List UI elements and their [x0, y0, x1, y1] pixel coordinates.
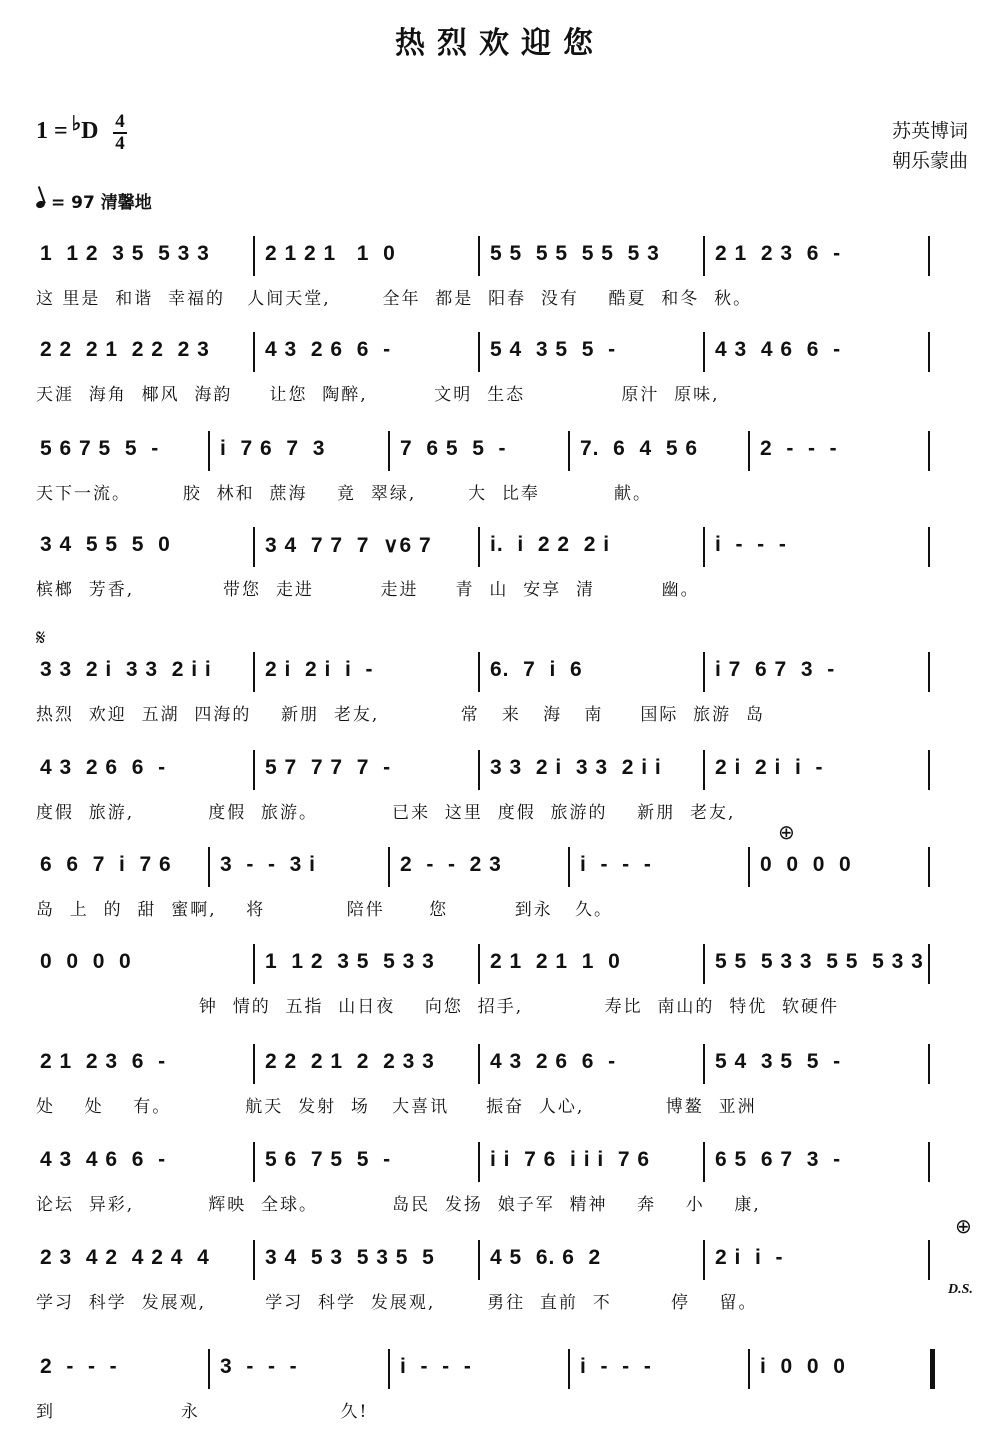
- measure: 3 4 5 3 5 3 5 5: [265, 1246, 435, 1269]
- measure: 2 1 2 3 6 -: [715, 242, 842, 265]
- bar-line: [703, 527, 705, 567]
- bar-line: [478, 1142, 480, 1182]
- measure: 2 i i -: [715, 1246, 784, 1269]
- bar-line: [388, 431, 390, 471]
- measure: 2 2 2 1 2 2 2 3: [40, 338, 210, 361]
- lyrics-line: 论坛 异彩, 辉映 全球。 岛民 发扬 娘子军 精神 奔 小 康,: [36, 1195, 761, 1215]
- measure: 3 - - 3 i: [220, 853, 317, 876]
- measure: 2 1 2 1 1 0: [490, 950, 621, 973]
- bar-line: [928, 1044, 930, 1084]
- bar-line: [568, 847, 570, 887]
- notation-line: [36, 843, 971, 893]
- lyrics-line: 热烈 欢迎 五湖 四海的 新朋 老友, 常 来 海 南 国际 旅游 岛: [36, 705, 765, 725]
- time-top: 4: [115, 111, 125, 132]
- bar-line: [703, 1044, 705, 1084]
- bar-line: [928, 332, 930, 372]
- lyrics-line: 天涯 海角 椰风 海韵 让您 陶醉, 文明 生态 原汁 原味,: [36, 385, 720, 405]
- bar-line: [388, 1349, 390, 1389]
- notation-line: [36, 232, 971, 282]
- measure: 5 7 7 7 7 -: [265, 756, 392, 779]
- song-title: 热烈欢迎您: [395, 26, 605, 61]
- score-row: [0, 328, 1000, 408]
- measure: 3 4 5 5 5 0: [40, 533, 171, 556]
- measure: 1 1 2 3 5 5 3 3: [265, 950, 435, 973]
- bar-line: [253, 1142, 255, 1182]
- bar-line: [928, 944, 930, 984]
- measure: 2 2 2 1 2 2 3 3: [265, 1050, 435, 1073]
- bar-line: [478, 527, 480, 567]
- credits: [892, 116, 968, 176]
- measure: i 7 6 7 3: [220, 437, 326, 460]
- notation-line: [36, 1236, 971, 1286]
- measure: 2 - - 2 3: [400, 853, 502, 876]
- bar-line: [928, 652, 930, 692]
- notation-line: [36, 523, 971, 573]
- bar-line: [208, 431, 210, 471]
- bar-line: [703, 1240, 705, 1280]
- bar-line: [928, 527, 930, 567]
- measure: 2 - - -: [40, 1355, 118, 1378]
- lyrics-line: 度假 旅游, 度假 旅游。 已来 这里 度假 旅游的 新朋 老友,: [36, 803, 736, 823]
- measure: i - - -: [580, 1355, 652, 1378]
- bar-line: [253, 236, 255, 276]
- score-row: [0, 523, 1000, 603]
- lyrics-line: 到 永 久!: [36, 1402, 369, 1422]
- bar-line: [478, 236, 480, 276]
- bar-line: [703, 652, 705, 692]
- segno-icon: 𝄋: [36, 626, 46, 651]
- measure: 3 3 2 i 3 3 2 i i: [490, 756, 662, 779]
- notation-line: [36, 746, 971, 796]
- measure: 6. 7 i 6: [490, 658, 583, 681]
- measure: i i 7 6 i i i 7 6: [490, 1148, 651, 1171]
- measure: 2 i 2 i i -: [715, 756, 824, 779]
- measure: 4 3 2 6 6 -: [490, 1050, 617, 1073]
- bar-line: [208, 847, 210, 887]
- bar-line: [928, 750, 930, 790]
- measure: 0 0 0 0: [760, 853, 852, 876]
- score-row: [0, 232, 1000, 312]
- measure: i 0 0 0: [760, 1355, 846, 1378]
- bar-line: [703, 944, 705, 984]
- lyrics-line: 学习 科学 发展观, 学习 科学 发展观, 勇往 直前 不 停 留。: [36, 1293, 758, 1313]
- tempo-marking: [36, 188, 152, 213]
- bar-line: [253, 527, 255, 567]
- measure: 5 6 7 5 5 -: [265, 1148, 392, 1171]
- measure: 6 6 7 i 7 6: [40, 853, 172, 876]
- bar-line: [253, 1044, 255, 1084]
- bar-line: [748, 1349, 750, 1389]
- key-prefix: 1 =: [36, 118, 68, 144]
- lyrics-line: 钟 情的 五指 山日夜 向您 招手, 寿比 南山的 特优 软硬件: [36, 997, 839, 1017]
- measure: 3 - - -: [220, 1355, 298, 1378]
- measure: 4 3 4 6 6 -: [40, 1148, 167, 1171]
- flat-icon: ♭: [71, 113, 82, 135]
- measure: 5 5 5 5 5 5 5 3: [490, 242, 660, 265]
- score-row: [0, 843, 1000, 923]
- bar-line: [253, 332, 255, 372]
- bar-line: [478, 1240, 480, 1280]
- measure: 2 i 2 i i -: [265, 658, 374, 681]
- measure: 7 6 5 5 -: [400, 437, 507, 460]
- bar-line: [703, 332, 705, 372]
- bar-line: [253, 1240, 255, 1280]
- measure: 2 1 2 1 1 0: [265, 242, 396, 265]
- lyrics-line: 天下一流。 胶 林和 蔗海 竟 翠绿, 大 比奉 献。: [36, 484, 652, 504]
- measure: 3 4 7 7 7 ∨6 7: [265, 534, 432, 557]
- notation-line: [36, 427, 971, 477]
- composer: 朝乐蒙曲: [891, 150, 968, 172]
- bar-line: [928, 236, 930, 276]
- score-row: [0, 648, 1000, 728]
- notation-line: [36, 1345, 971, 1395]
- measure: i. i 2 2 2 i: [490, 533, 611, 556]
- quarter-note-icon: [35, 200, 46, 210]
- coda-icon: ⊕: [778, 820, 795, 844]
- bar-line: [478, 944, 480, 984]
- bar-line: [478, 750, 480, 790]
- bar-line: [930, 1349, 935, 1389]
- measure: i - - -: [580, 853, 652, 876]
- measure: 1 1 2 3 5 5 3 3: [40, 242, 210, 265]
- score-row: [0, 1236, 1000, 1316]
- score-row: [0, 1138, 1000, 1218]
- measure: 2 1 2 3 6 -: [40, 1050, 167, 1073]
- key-note: D: [81, 118, 99, 144]
- bar-line: [568, 431, 570, 471]
- lyrics-line: 处 处 有。 航天 发射 场 大喜讯 振奋 人心, 博鳌 亚洲: [36, 1097, 757, 1117]
- notation-line: [36, 940, 971, 990]
- measure: 5 4 3 5 5 -: [490, 338, 617, 361]
- tempo-text: = 97 清馨地: [51, 193, 152, 213]
- ds-marking: D.S.: [948, 1282, 973, 1297]
- bar-line: [748, 431, 750, 471]
- measure: 6 5 6 7 3 -: [715, 1148, 842, 1171]
- bar-line: [253, 750, 255, 790]
- measure: i - - -: [715, 533, 787, 556]
- lyrics-line: 这 里是 和谐 幸福的 人间天堂, 全年 都是 阳春 没有 酷夏 和冬 秋。: [36, 289, 753, 309]
- measure: 2 3 4 2 4 2 4 4: [40, 1246, 210, 1269]
- bar-line: [703, 750, 705, 790]
- measure: 7. 6 4 5 6: [580, 437, 699, 460]
- bar-line: [478, 1044, 480, 1084]
- measure: i 7 6 7 3 -: [715, 658, 836, 681]
- bar-line: [928, 1142, 930, 1182]
- measure: 5 6 7 5 5 -: [40, 437, 160, 460]
- lyrics-line: 槟榔 芳香, 带您 走进 走进 青 山 安享 清 幽。: [36, 580, 700, 600]
- bar-line: [253, 652, 255, 692]
- score-row: [0, 1040, 1000, 1120]
- score-row: [0, 1345, 1000, 1425]
- bar-line: [208, 1349, 210, 1389]
- lyricist: 苏英博词: [891, 120, 968, 142]
- score-row: [0, 940, 1000, 1020]
- bar-line: [568, 1349, 570, 1389]
- bar-line: [478, 332, 480, 372]
- measure: 4 3 4 6 6 -: [715, 338, 842, 361]
- bar-line: [253, 944, 255, 984]
- bar-line: [703, 236, 705, 276]
- bar-line: [388, 847, 390, 887]
- bar-line: [928, 1240, 930, 1280]
- measure: 2 - - -: [760, 437, 838, 460]
- measure: 3 3 2 i 3 3 2 i i: [40, 658, 212, 681]
- measure: 5 5 5 3 3 5 5 5 3 3: [715, 950, 924, 973]
- time-signature: [113, 112, 127, 154]
- notation-line: [36, 328, 971, 378]
- notation-line: [36, 1138, 971, 1188]
- bar-line: [748, 847, 750, 887]
- measure: 5 4 3 5 5 -: [715, 1050, 842, 1073]
- time-bottom: 4: [115, 133, 125, 154]
- bar-line: [928, 431, 930, 471]
- notation-line: [36, 648, 971, 698]
- coda-icon: ⊕: [955, 1214, 972, 1238]
- score-row: [0, 746, 1000, 826]
- measure: i - - -: [400, 1355, 472, 1378]
- bar-line: [478, 652, 480, 692]
- lyrics-line: 岛 上 的 甜 蜜啊, 将 陪伴 您 到永 久。: [36, 900, 613, 920]
- measure: 4 3 2 6 6 -: [265, 338, 392, 361]
- key-signature: [36, 113, 99, 145]
- notation-line: [36, 1040, 971, 1090]
- measure: 4 5 6. 6 2: [490, 1246, 602, 1269]
- score-row: [0, 427, 1000, 507]
- measure: 4 3 2 6 6 -: [40, 756, 167, 779]
- measure: 0 0 0 0: [40, 950, 132, 973]
- bar-line: [928, 847, 930, 887]
- bar-line: [703, 1142, 705, 1182]
